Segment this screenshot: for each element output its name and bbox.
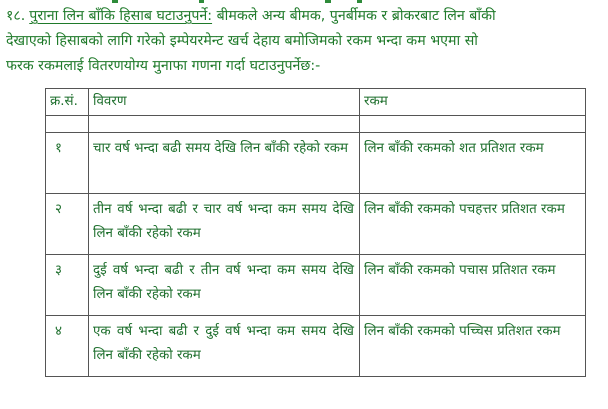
section-heading: पुराना लिन बाँकि हिसाब घटाउनुपर्ने: xyxy=(29,8,213,24)
row-description: तीन वर्ष भन्दा बढी र चार वर्ष भन्दा कम समय देखि लिन बाँकी रहेको रकम xyxy=(89,194,360,255)
table-spacer-row xyxy=(46,116,586,133)
impairment-table xyxy=(45,88,586,377)
section-number: १८. xyxy=(6,8,26,24)
row-description: एक वर्ष भन्दा बढी र दुई वर्ष भन्दा कम समय देखि लिन बाँकी रहेको रकम xyxy=(89,316,360,377)
row-amount: लिन बाँकी रकमको पच्चिस प्रतिशत रकम xyxy=(360,316,586,377)
row-serial: २ xyxy=(46,194,89,255)
row-amount: लिन बाँकी रकमको पचहत्तर प्रतिशत रकम xyxy=(360,194,586,255)
table-row xyxy=(46,316,586,377)
section-paragraph xyxy=(6,4,602,78)
header-amount: रकम xyxy=(360,89,586,116)
header-description: विवरण xyxy=(89,89,360,116)
row-serial: ३ xyxy=(46,255,89,316)
row-description: दुई वर्ष भन्दा बढी र तीन वर्ष भन्दा कम समय देखि लिन बाँकी रहेको रकम xyxy=(89,255,360,316)
table-row xyxy=(46,255,586,316)
row-serial: ४ xyxy=(46,316,89,377)
paragraph-line-3: फरक रकमलाई वितरणयोग्य मुनाफा गणना गर्दा घटाउनुपर्नेछ:- xyxy=(6,57,321,74)
table-row xyxy=(46,133,586,194)
row-description: चार वर्ष भन्दा बढी समय देखि लिन बाँकी रहेको रकम xyxy=(89,133,360,194)
row-serial: १ xyxy=(46,133,89,194)
paragraph-text-1: बीमकले अन्य बीमक, पुनर्बीमक र ब्रोकरबाट लिन बाँकी xyxy=(216,8,496,24)
header-serial: क्र.सं. xyxy=(46,89,89,116)
paragraph-line-1 xyxy=(6,4,602,29)
row-amount: लिन बाँकी रकमको शत प्रतिशत रकम xyxy=(360,133,586,194)
table-header-row xyxy=(46,89,586,116)
paragraph-line-2: देखाएको हिसाबको लागि गरेको इम्पेयरमेन्ट खर्च देहाय बमोजिमको रकम भन्दा कम भएमा सो xyxy=(6,32,478,49)
row-amount: लिन बाँकी रकमको पचास प्रतिशत रकम xyxy=(360,255,586,316)
table-row xyxy=(46,194,586,255)
